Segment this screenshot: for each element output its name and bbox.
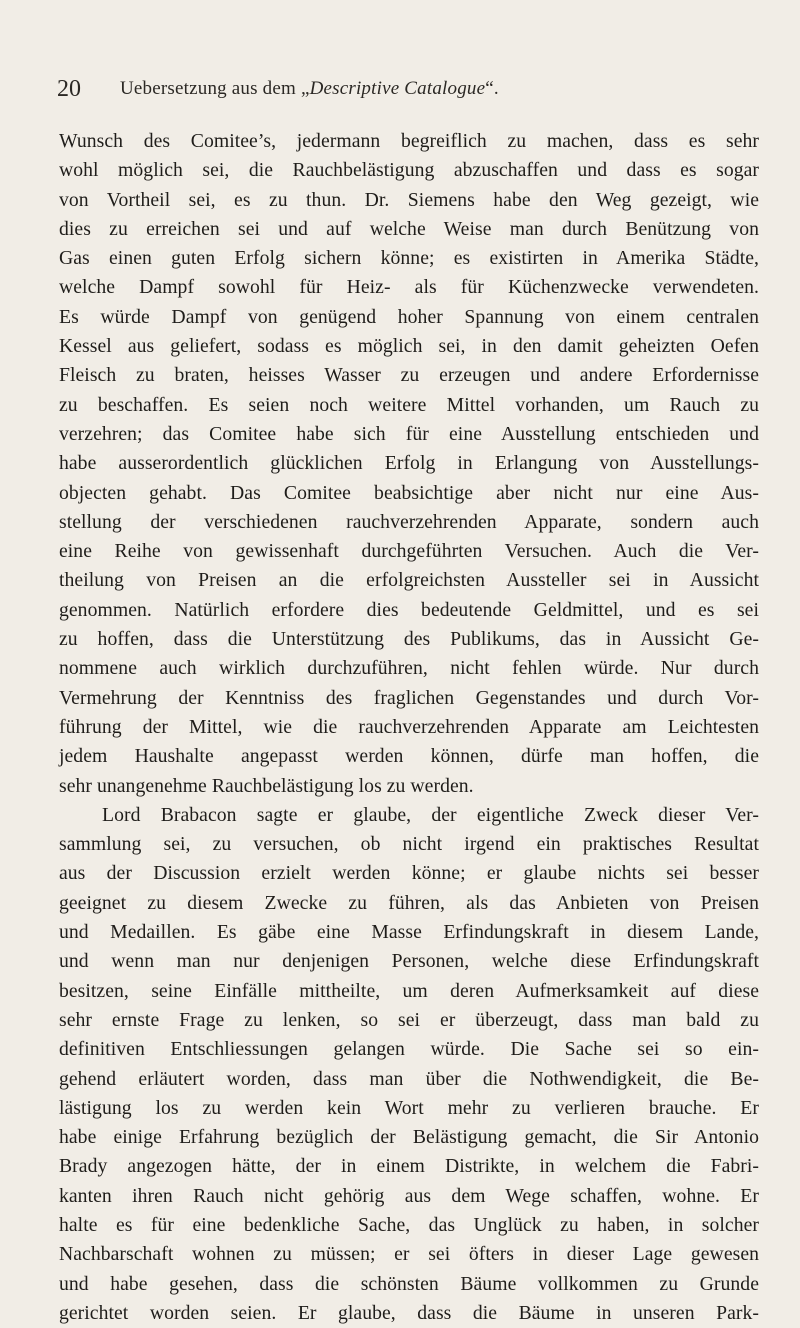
text-line: Vermehrung der Kenntniss des fraglichen Gegenstandes und durch Vor- [59, 686, 759, 709]
text-line: und habe gesehen, dass die schönsten Bäume vollkommen zu Grunde [59, 1272, 759, 1295]
text-line: sehr ernste Frage zu lenken, so sei er überzeugt, dass man bald zu [59, 1008, 759, 1031]
text-line: und Medaillen. Es gäbe eine Masse Erfindungskraft in diesem Lande, [59, 921, 759, 944]
text-line: habe einige Erfahrung bezüglich der Belästigung gemacht, die Sir Antonio [59, 1126, 759, 1149]
text-line: gerichtet worden seien. Er glaube, dass die Bäume in unseren Park- [59, 1301, 759, 1324]
text-line: führung der Mittel, wie die rauchverzehrenden Apparate am Leichtesten [59, 715, 759, 738]
text-line: stellung der verschiedenen rauchverzehrenden Apparate, sondern auch [59, 510, 759, 533]
text-line: halte es für eine bedenkliche Sache, das Unglück zu haben, in solcher [59, 1213, 759, 1236]
text-line: definitiven Entschliessungen gelangen würde. Die Sache sei so ein- [59, 1038, 759, 1061]
text-line: jedem Haushalte angepasst werden können, dürfe man hoffen, die [59, 745, 759, 768]
text-line: lästigung los zu werden kein Wort mehr zu verlieren brauche. Er [59, 1096, 759, 1119]
text-line: wohl möglich sei, die Rauchbelästigung abzuschaffen und dass es sogar [59, 159, 759, 182]
text-line: geeignet zu diesem Zwecke zu führen, als das Anbieten von Preisen [59, 891, 759, 914]
text-line: von Vortheil sei, es zu thun. Dr. Siemens habe den Weg gezeigt, wie [59, 188, 759, 211]
text-line: Brady angezogen hätte, der in einem Distrikte, in welchem die Fabri- [59, 1155, 759, 1178]
text-line: gehend erläutert worden, dass man über die Nothwendigkeit, die Be- [59, 1067, 759, 1090]
running-head-title: Descriptive Catalogue [309, 78, 486, 99]
text-line: genommen. Natürlich erfordere dies bedeutende Geldmittel, und es sei [59, 598, 759, 621]
text-line: eine Reihe von gewissenhaft durchgeführten Versuchen. Auch die Ver- [59, 540, 759, 563]
text-line: nommene auch wirklich durchzuführen, nicht fehlen würde. Nur durch [59, 657, 759, 680]
text-line: zu beschaffen. Es seien noch weitere Mittel vorhanden, um Rauch zu [59, 393, 759, 416]
text-line: dies zu erreichen sei und auf welche Weise man durch Benützung von [59, 217, 759, 240]
text-line: Kessel aus geliefert, sodass es möglich sei, in den damit geheizten Oefen [59, 335, 759, 358]
running-head [120, 74, 499, 104]
page-number: 20 [57, 76, 81, 102]
text-line: und wenn man nur denjenigen Personen, welche diese Erfindungskraft [59, 950, 759, 973]
running-head-suffix: “. [485, 78, 499, 99]
text-line: Wunsch des Comitee’s, jedermann begreiflich zu machen, dass es sehr [59, 130, 759, 152]
text-line: kanten ihren Rauch nicht gehörig aus dem Wege schaffen, wohne. Er [59, 1184, 759, 1207]
text-line: Nachbarschaft wohnen zu müssen; er sei öfters in dieser Lage gewesen [59, 1243, 759, 1266]
text-line: habe ausserordentlich glücklichen Erfolg in Erlangung von Ausstellungs- [59, 452, 759, 475]
text-line: Fleisch zu braten, heisses Wasser zu erzeugen und andere Erfordernisse [59, 364, 759, 387]
text-line: welche Dampf sowohl für Heiz- als für Küchenzwecke verwendeten. [59, 276, 759, 299]
text-line: aus der Discussion erzielt werden könne; er glaube nichts sei besser [59, 862, 759, 885]
text-line: besitzen, seine Einfälle mittheilte, um deren Aufmerksamkeit auf diese [59, 979, 759, 1002]
text-line: Gas einen guten Erfolg sichern könne; es existirten in Amerika Städte, [59, 247, 759, 270]
running-head-prefix: Uebersetzung aus dem „ [120, 78, 310, 99]
text-line: zu hoffen, dass die Unterstützung des Publikums, das in Aussicht Ge- [59, 628, 759, 651]
paragraph-start-line: Lord Brabacon sagte er glaube, der eigentliche Zweck dieser Ver- [102, 803, 759, 826]
text-line: sammlung sei, zu versuchen, ob nicht irgend ein praktisches Resultat [59, 833, 759, 856]
body-text [59, 127, 759, 1328]
text-line: verzehren; das Comitee habe sich für eine Ausstellung entschieden und [59, 422, 759, 445]
page-header [57, 72, 777, 112]
text-line: theilung von Preisen an die erfolgreichsten Aussteller sei in Aussicht [59, 569, 759, 592]
text-line: Es würde Dampf von genügend hoher Spannung von einem centralen [59, 305, 759, 328]
paragraph-end-line: sehr unangenehme Rauchbelästigung los zu werden. [59, 774, 474, 797]
text-line: objecten gehabt. Das Comitee beabsichtige aber nicht nur eine Aus- [59, 481, 759, 504]
